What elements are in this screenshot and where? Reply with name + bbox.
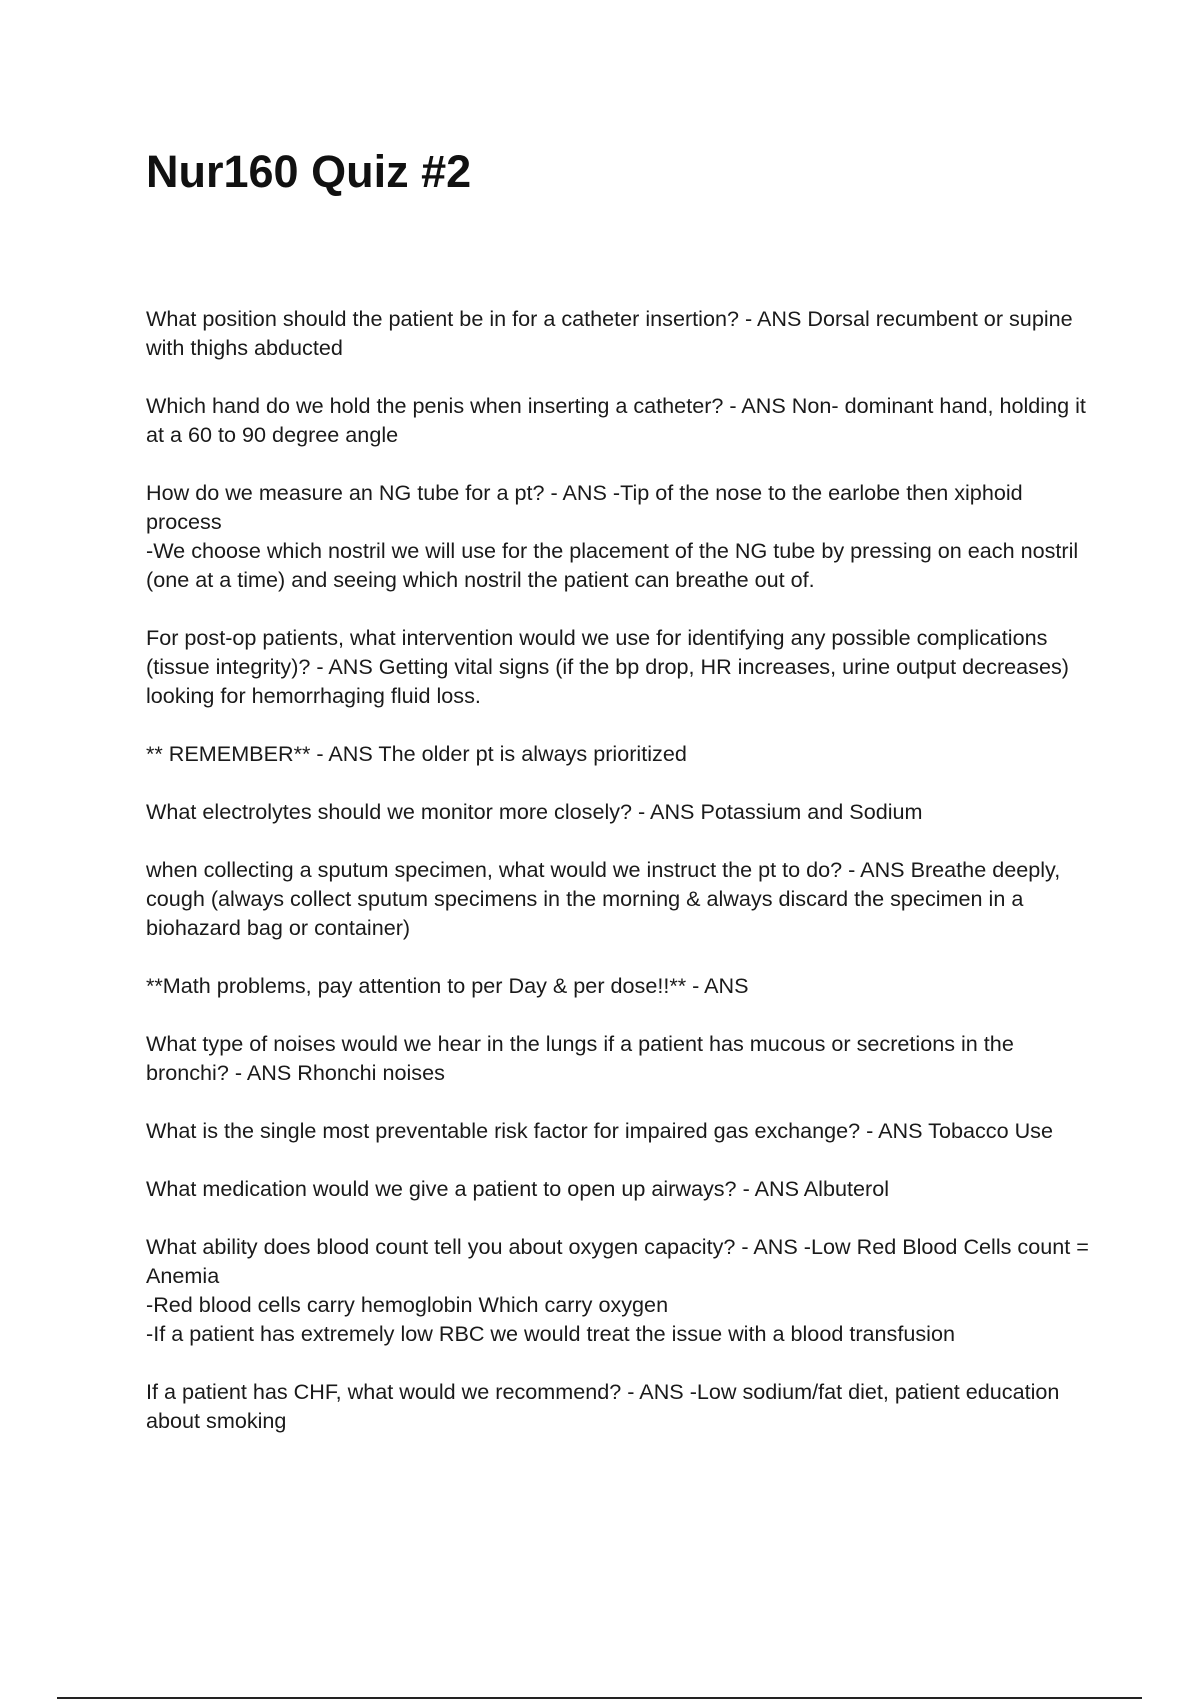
qa-item bbox=[146, 623, 1096, 710]
qa-text: What is the single most preventable risk factor for impaired gas exchange? - ANS Tobacco Use bbox=[146, 1118, 1053, 1143]
qa-item bbox=[146, 797, 1096, 826]
qa-item bbox=[146, 1116, 1096, 1145]
qa-item bbox=[146, 391, 1096, 449]
qa-text: ** REMEMBER** - ANS The older pt is always prioritized bbox=[146, 741, 687, 766]
qa-text: **Math problems, pay attention to per Day & per dose!!** - ANS bbox=[146, 973, 749, 998]
qa-item bbox=[146, 1377, 1096, 1435]
qa-text: What type of noises would we hear in the lungs if a patient has mucous or secretions in the bronchi? - ANS Rhonchi noises bbox=[146, 1031, 1014, 1085]
footer-divider bbox=[57, 1697, 1142, 1699]
qa-item bbox=[146, 304, 1096, 362]
qa-item bbox=[146, 1029, 1096, 1087]
qa-text: How do we measure an NG tube for a pt? - ANS -Tip of the nose to the earlobe then xiphoid process -We choose which nostril we will use for the placement of the NG tube by pressing on each nostril (one at a time) and seeing which nostril the patient can breathe out of. bbox=[146, 480, 1079, 592]
qa-text: What medication would we give a patient to open up airways? - ANS Albuterol bbox=[146, 1176, 890, 1201]
qa-text: Which hand do we hold the penis when inserting a catheter? - ANS Non- dominant hand, holding it at a 60 to 90 degree angle bbox=[146, 393, 1086, 447]
qa-item bbox=[146, 971, 1096, 1000]
qa-item bbox=[146, 739, 1096, 768]
qa-text: What position should the patient be in for a catheter insertion? - ANS Dorsal recumbent or supine with thighs abducted bbox=[146, 306, 1073, 360]
qa-text: If a patient has CHF, what would we recommend? - ANS -Low sodium/fat diet, patient education about smoking bbox=[146, 1379, 1060, 1433]
qa-text: when collecting a sputum specimen, what would we instruct the pt to do? - ANS Breathe deeply, cough (always collect sputum specimens in the morning & always discard the specimen in a biohazard bag or container) bbox=[146, 857, 1061, 940]
document-title: Nur160 Quiz #2 bbox=[146, 146, 472, 197]
qa-text: What electrolytes should we monitor more closely? - ANS Potassium and Sodium bbox=[146, 799, 923, 824]
qa-item bbox=[146, 1232, 1096, 1348]
qa-item bbox=[146, 855, 1096, 942]
qa-item bbox=[146, 1174, 1096, 1203]
qa-text: For post-op patients, what intervention would we use for identifying any possible complications (tissue integrity)? - ANS Getting vital signs (if the bp drop, HR increases, urine output decreases) looking for hemorrhaging fluid loss. bbox=[146, 625, 1069, 708]
qa-list bbox=[146, 304, 1096, 1464]
qa-text: What ability does blood count tell you about oxygen capacity? - ANS -Low Red Blood Cells count = Anemia -Red blood cells carry hemoglobin Which carry oxygen -If a patient has extremely low RBC we would treat the issue with a blood transfusion bbox=[146, 1234, 1089, 1346]
qa-item bbox=[146, 478, 1096, 594]
